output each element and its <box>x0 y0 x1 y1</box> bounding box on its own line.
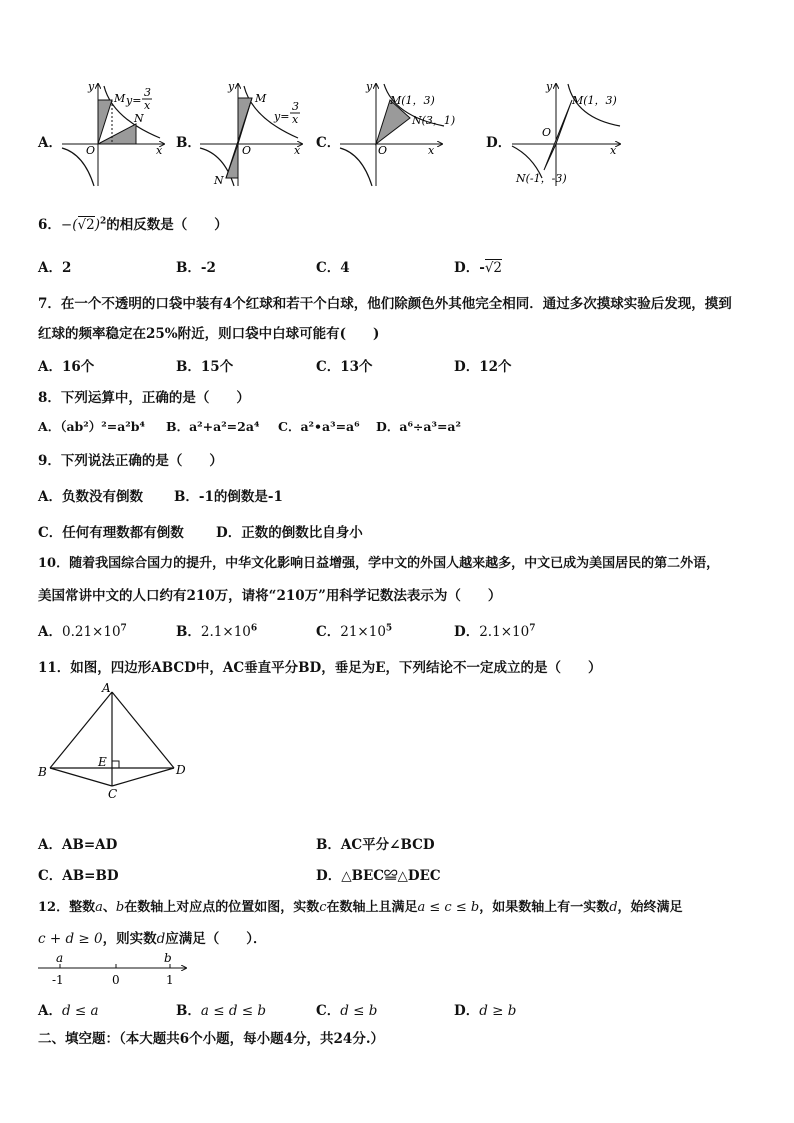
q10-option-b[interactable] <box>176 620 257 640</box>
q5c-n-label: N(3，1) <box>412 114 456 127</box>
q12-line1 <box>38 896 683 915</box>
q12-axis-tick-neg1: -1 <box>52 973 64 987</box>
q8-option-d[interactable]: D．a⁶÷a³=a² <box>376 419 462 434</box>
q12-option-c-label: C． <box>316 1003 341 1019</box>
q12-option-a-expr: d ≤ a <box>61 1003 99 1019</box>
q12-option-c-expr: d ≤ b <box>340 1003 378 1019</box>
q6-option-d[interactable] <box>454 256 502 276</box>
q5d-y-label: y <box>546 80 553 93</box>
q12-var-c: c <box>319 900 327 915</box>
q12-option-d-label: D． <box>454 1003 480 1019</box>
q8-option-b[interactable]: B．a²+a²=2a⁴ <box>166 419 260 434</box>
q12-option-b[interactable] <box>176 999 266 1019</box>
q5a-eq-den: x <box>144 99 151 112</box>
q9-option-c[interactable]: C．任何有理数都有倒数 <box>38 525 184 541</box>
q5b-y-label: y <box>228 80 235 93</box>
q10-option-c-label: C． <box>316 624 341 640</box>
q10-option-b-label: B． <box>176 624 201 640</box>
q6-option-d-root: 2 <box>493 260 503 276</box>
q5b-n-label: N <box>214 174 224 187</box>
q12-axis-tick-1: 1 <box>166 973 174 987</box>
q5c-origin-label: O <box>378 144 388 157</box>
q5-graph-c <box>338 78 456 190</box>
q10-option-a-exp: 7 <box>120 623 127 634</box>
q11-option-c[interactable]: C．AB=BD <box>38 868 119 884</box>
q5a-eq-num: 3 <box>144 86 151 99</box>
q6-expr-power: 2 <box>99 216 107 227</box>
q9-question: 9．下列说法正确的是（ ） <box>38 453 223 469</box>
q12-text-d: ，如果数轴上有一实数 <box>479 900 610 915</box>
q12-text-c: 在数轴上且满足 <box>326 900 418 915</box>
sqrt-icon: √ <box>484 260 494 276</box>
q12-var-b: b <box>115 900 125 915</box>
q5d-n-label: N(-1，-3) <box>516 172 567 185</box>
q12-text-b: 在数轴上对应点的位置如图，实数 <box>124 900 320 915</box>
q6-expr-suffix: ) <box>94 217 100 233</box>
q6-number: 6． <box>38 217 61 233</box>
q5d-x-label: x <box>610 144 617 157</box>
q10-option-b-base: 2.1×10 <box>200 624 251 640</box>
q5a-origin-label: O <box>86 144 96 157</box>
q7-option-a[interactable]: A．16个 <box>38 359 95 375</box>
q5-option-a-label[interactable]: A． <box>38 135 62 151</box>
q12-text-g: 应满足（ ）． <box>165 931 267 947</box>
q5a-x-label: x <box>156 144 163 157</box>
q5b-origin-label: O <box>242 144 252 157</box>
q6-question <box>38 213 228 233</box>
q8-question: 8．下列运算中，正确的是（ ） <box>38 390 250 406</box>
q10-option-b-exp: 6 <box>250 623 258 634</box>
q7-line2: 红球的频率稳定在25%附近，则口袋中白球可能有( ) <box>38 326 380 342</box>
q12-var-d: d <box>609 900 618 915</box>
q10-option-d-base: 2.1×10 <box>479 624 530 640</box>
q10-option-a-base: 0.21×10 <box>61 624 121 640</box>
q12-text-a: 12．整数 <box>38 900 96 915</box>
q5b-m-label: M <box>255 92 267 105</box>
q11-question: 11．如图，四边形ABCD中，AC垂直平分BD，垂足为E，下列结论不一定成立的是（ ） <box>38 660 602 676</box>
q11-label-c: C <box>108 787 118 801</box>
q5c-m-label: M(1，3) <box>390 94 435 107</box>
q12-var-a: a <box>95 900 103 915</box>
q5b-eq-den: x <box>292 113 299 126</box>
q11-label-a: A <box>102 681 111 695</box>
q12-axis-a: a <box>56 951 64 965</box>
q11-label-d: D <box>176 763 186 777</box>
q10-option-c-base: 21×10 <box>340 624 386 640</box>
q12-option-d-expr: d ≥ b <box>479 1003 517 1019</box>
q5a-y-label: y <box>88 80 95 93</box>
q12-axis-tick-0: 0 <box>112 973 120 987</box>
q5a-m-label: M <box>114 92 126 105</box>
q9-option-d[interactable]: D．正数的倒数比自身小 <box>216 525 363 541</box>
q9-option-b[interactable]: B．-1的倒数是-1 <box>174 489 283 505</box>
q10-option-d-label: D． <box>454 624 480 640</box>
q5-graph-d <box>510 78 626 190</box>
q10-line1: 10．随着我国综合国力的提升，中华文化影响日益增强，学中文的外国人越来越多，中文已成为美国居民的第二外语， <box>38 556 720 571</box>
q8-option-c[interactable]: C．a²•a³=a⁶ <box>278 419 360 434</box>
q7-line1: 7．在一个不透明的口袋中装有4个红球和若干个白球，他们除颜色外其他完全相同．通过多次摸球实验后发现，摸到 <box>38 296 732 312</box>
q7-option-b[interactable]: B．15个 <box>176 359 234 375</box>
q12-ineq1: a ≤ c ≤ b <box>417 900 480 915</box>
q6-option-d-prefix: D．- <box>454 260 485 276</box>
q12-text-f: ，则实数 <box>102 931 157 947</box>
q7-option-d[interactable]: D．12个 <box>454 359 512 375</box>
q11-option-b[interactable]: B．AC平分∠BCD <box>316 837 435 853</box>
q10-option-a[interactable] <box>38 620 127 640</box>
q5a-eq-y: y= <box>126 94 142 107</box>
q5-option-b-label[interactable]: B． <box>176 135 201 151</box>
q7-option-c[interactable]: C．13个 <box>316 359 373 375</box>
q12-var-d2: d <box>156 931 166 947</box>
q5b-x-label: x <box>294 144 301 157</box>
q10-option-a-label: A． <box>38 624 62 640</box>
q10-line2: 美国常讲中文的人口约有210万，请将“210万”用科学记数法表示为（ ） <box>38 588 502 604</box>
q6-text: 的相反数是（ ） <box>106 217 228 233</box>
q12-option-a-label: A． <box>38 1003 62 1019</box>
q11-quadrilateral-diagram <box>34 680 204 801</box>
q12-option-b-expr: a ≤ d ≤ b <box>200 1003 267 1019</box>
q11-label-b: B <box>38 765 47 779</box>
q12-option-b-label: B． <box>176 1003 201 1019</box>
q6-expr-prefix: −( <box>60 217 78 233</box>
q6-option-a[interactable]: A．2 <box>38 260 72 276</box>
q11-label-e: E <box>98 755 107 769</box>
q5-option-d-label[interactable]: D． <box>486 135 512 151</box>
q6-option-b[interactable]: B．-2 <box>176 260 216 276</box>
q5d-m-label: M(1，3) <box>572 94 617 107</box>
q12-number-line <box>36 950 196 990</box>
q10-option-d[interactable] <box>454 620 535 640</box>
q5b-eq-num: 3 <box>292 100 299 113</box>
q12-option-c[interactable] <box>316 999 377 1019</box>
q12-line2 <box>38 927 267 947</box>
q12-option-a[interactable] <box>38 999 99 1019</box>
q8-option-a[interactable]: A．（ab²）²=a²b⁴ <box>38 419 146 434</box>
q11-option-d[interactable]: D．△BEC≌△DEC <box>316 868 441 884</box>
q5a-n-label: N <box>134 112 144 125</box>
q12-axis-b: b <box>164 951 172 965</box>
q12-sep: 、 <box>102 900 116 915</box>
q6-expr-root: 2 <box>86 217 95 233</box>
q10-option-c[interactable] <box>316 620 392 640</box>
q5c-x-label: x <box>428 144 435 157</box>
q9-option-a[interactable]: A．负数没有倒数 <box>38 489 143 505</box>
q5-graph-b <box>198 78 308 190</box>
section-title-fill-in: 二、填空题：（本大题共6个小题，每小题4分，共24分.） <box>38 1031 385 1047</box>
q5c-y-label: y <box>366 80 373 93</box>
q5d-origin-label: O <box>542 126 552 139</box>
q5b-eq-y: y= <box>274 110 290 123</box>
q10-option-d-exp: 7 <box>529 623 536 634</box>
q11-option-a[interactable]: A．AB=AD <box>38 837 118 853</box>
q12-option-d[interactable] <box>454 999 516 1019</box>
sqrt-icon: √ <box>77 217 87 233</box>
q12-ineq2: c + d ≥ 0 <box>38 931 103 947</box>
q12-text-e: ，始终满足 <box>617 900 683 915</box>
q6-sqrt <box>78 216 95 233</box>
q6-option-c[interactable]: C．4 <box>316 260 350 276</box>
q10-option-c-exp: 5 <box>385 623 393 634</box>
q5-option-c-label[interactable]: C． <box>316 135 341 151</box>
q5-graph-a <box>60 78 170 190</box>
